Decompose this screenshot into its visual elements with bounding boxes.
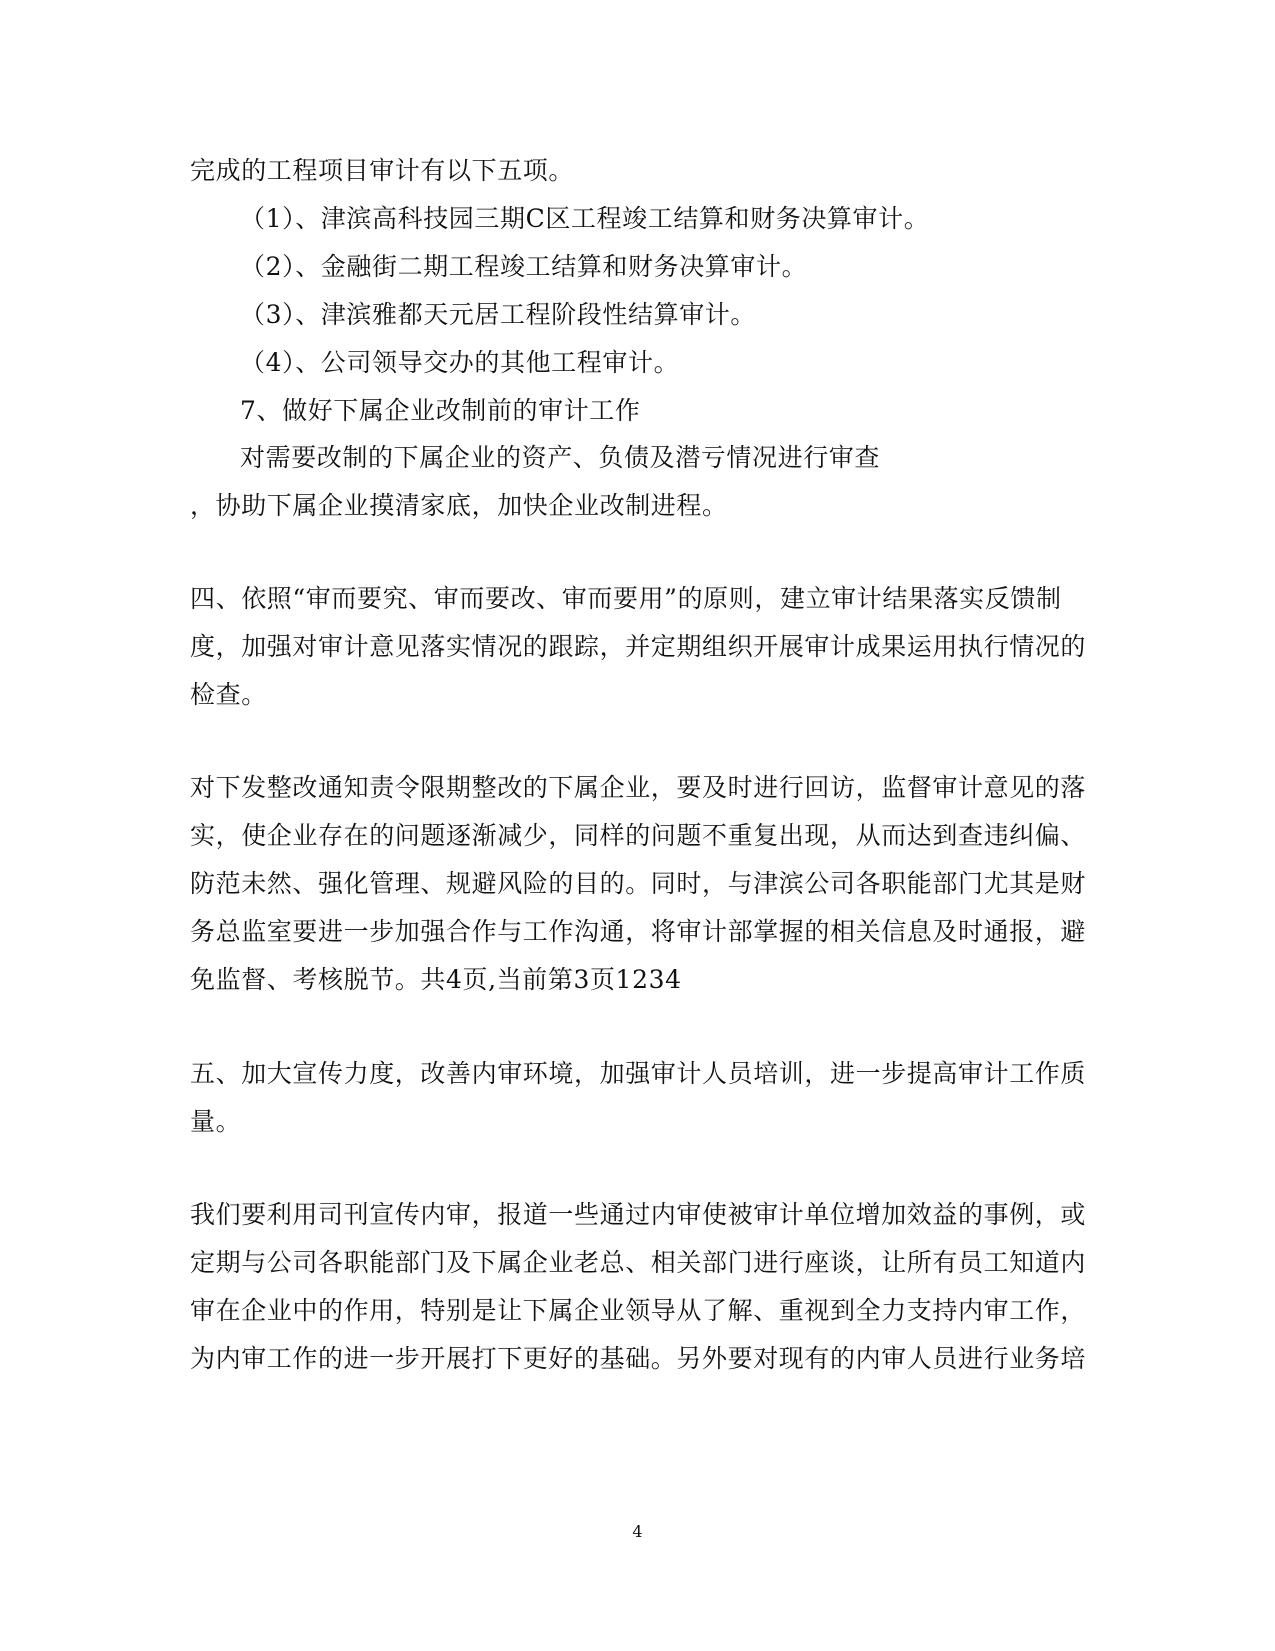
paragraph-line: 对需要改制的下属企业的资产、负债及潜亏情况进行审查 <box>240 443 881 472</box>
paragraph-line: 实，使企业存在的问题逐渐减少，同样的问题不重复出现，从而达到查违纠偏、 <box>190 821 1087 850</box>
paragraph-line: 审在企业中的作用，特别是让下属企业领导从了解、重视到全力支持内审工作， <box>190 1296 1087 1325</box>
paragraph-line: 定期与公司各职能部门及下属企业老总、相关部门进行座谈，让所有员工知道内 <box>190 1248 1087 1277</box>
section-heading: 7、做好下属企业改制前的审计工作 <box>240 396 641 425</box>
list-item: （3）、津滨雅都天元居工程阶段性结算审计。 <box>240 300 757 329</box>
section-heading: 四、依照“审而要究、审而要改、审而要用”的原则，建立审计结果落实反馈制 <box>190 584 1062 613</box>
paragraph-line: 检查。 <box>190 680 267 709</box>
paragraph-line: 我们要利用司刊宣传内审，报道一些通过内审使被审计单位增加效益的事例，或 <box>190 1200 1087 1229</box>
paragraph-line: 为内审工作的进一步开展打下更好的基础。另外要对现有的内审人员进行业务培 <box>190 1344 1087 1373</box>
paragraph-line: 量。 <box>190 1107 242 1136</box>
paragraph-line: 免监督、考核脱节。共4页,当前第3页1234 <box>190 965 682 994</box>
paragraph-line: 务总监室要进一步加强合作与工作沟通，将审计部掌握的相关信息及时通报，避 <box>190 917 1087 946</box>
list-item: （2）、金融街二期工程竣工结算和财务决算审计。 <box>240 252 808 281</box>
paragraph-line: 防范未然、强化管理、规避风险的目的。同时，与津滨公司各职能部门尤其是财 <box>190 869 1087 898</box>
paragraph-line: 对下发整改通知责令限期整改的下属企业，要及时进行回访，监督审计意见的落 <box>190 773 1087 802</box>
paragraph-line: 完成的工程项目审计有以下五项。 <box>190 156 575 185</box>
page-number: 4 <box>632 1522 643 1541</box>
list-item: （4）、公司领导交办的其他工程审计。 <box>240 348 680 377</box>
paragraph-line: 度，加强对审计意见落实情况的跟踪，并定期组织开展审计成果运用执行情况的 <box>190 632 1087 661</box>
paragraph-line: ，协助下属企业摸清家底，加快企业改制进程。 <box>190 491 728 520</box>
section-heading: 五、加大宣传力度，改善内审环境，加强审计人员培训，进一步提高审计工作质 <box>190 1059 1087 1088</box>
list-item: （1）、津滨高科技园三期C区工程竣工结算和财务决算审计。 <box>240 204 930 233</box>
